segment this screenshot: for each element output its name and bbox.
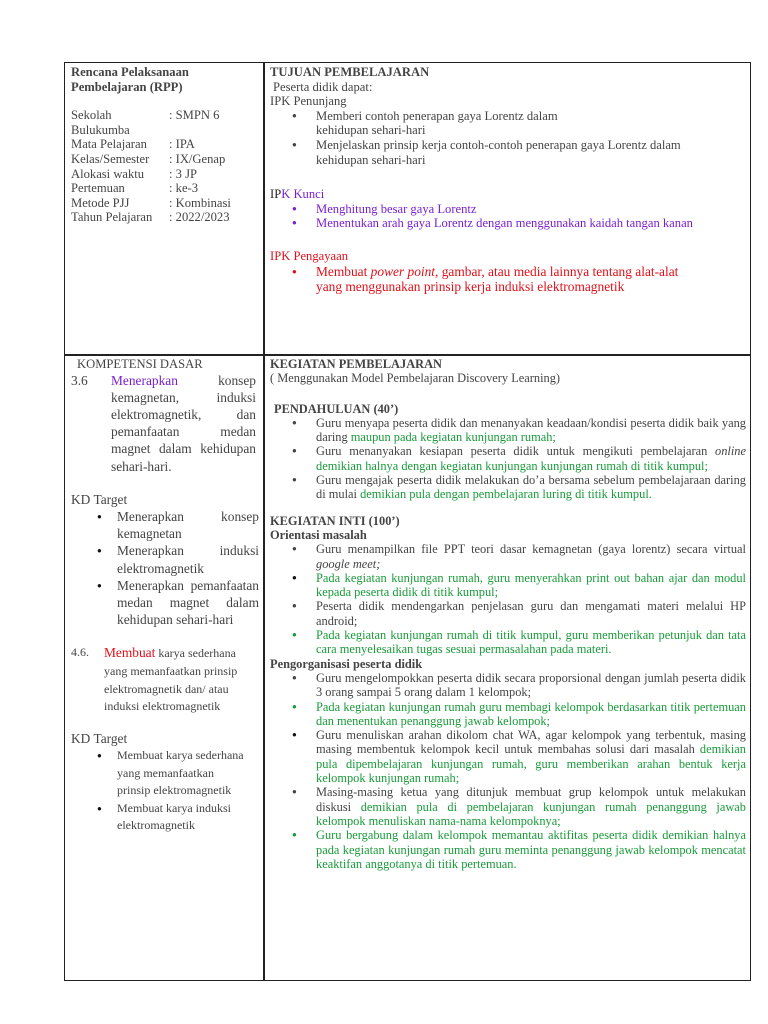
rpp-title: Rencana Pelaksanaan Pembelajaran (RPP) [71,65,189,94]
field-value: : ke-3 [169,181,199,196]
item-text-green: demikian pula di pembelajaran kunjungan rumah penanggung jawab kelompok menuliskan nama-nama kelompoknya; [316,799,746,828]
kd-target-label: KD Target [71,730,128,746]
list-item: ● Menerapkan induksi elektromagnetik [71,542,259,576]
item-text-green: maupun pada kegiatan kunjungan rumah; [350,430,556,445]
ipk-kunci-title [270,187,746,202]
list-item: ● Membuat karya induksi elektromagnetik [71,800,259,835]
item-text-green: Pada kegiatan kunjungan rumah, guru menyerahkan print out bahan ajar dan modul kepada peserta didik di titik kumpul; [316,570,746,600]
list-item: ● Menghitung besar gaya Lorentz [270,202,746,217]
ipk-penunjang-title: IPK Penunjang [270,94,347,109]
list-item: ● Pada kegiatan kunjungan rumah guru membagi kelompok berdasarkan titik pertemuan dan menentukan penanggung jawab kelompok; [270,700,746,729]
item-text-green: demikian pula dipembelajaran kunjungan rumah, guru memberikan arahan bentuk kerja kelompok kunjungan rumah; [316,742,746,786]
field-label: Kelas/Semester [71,151,150,166]
field-label: Metode PJJ [71,195,130,210]
field-label: Tahun Pelajaran [71,210,153,225]
list-item [270,473,746,502]
ipk-pengayaan-title: IPK Pengayaan [270,248,348,263]
list-item: ● Membuat karya sederhana yang memanfaatkan prinsip elektromagnetik [71,747,259,800]
field-label: Pertemuan [71,181,125,196]
field-value: : IPA [169,137,195,152]
list-item: ● Guru mengelompokkan peserta didik secara proporsional dengan jumlah peserta didik 3 orang sampai 5 orang dalam 1 kelompok; [270,671,746,700]
tujuan-heading: TUJUAN PEMBELAJARAN [270,65,430,79]
kd-target-list [71,747,259,835]
field-row [71,196,257,211]
list-item: ● Menerapkan konsep kemagnetan [71,508,259,542]
field-value: : 2022/2023 [169,210,230,225]
pengorganisasian-list [270,671,746,871]
item-italic: online [715,444,746,459]
kegiatan-heading: KEGIATAN PEMBELAJARAN [270,357,442,371]
field-row [71,123,257,138]
list-item: ● Menjelaskan prinsip kerja contoh-contoh penerapan gaya Lorentz dalam kehidupan sehari-hari [270,138,746,167]
field-label: Alokasi waktu [71,166,145,181]
list-item: ● Peserta didik mendengarkan penjelasan guru dan mengamati materi melalui HP android; [270,599,746,628]
pendahuluan-title: PENDAHULUAN (40’) [274,401,399,416]
kd-text [111,372,256,475]
ipk-kunci-prefix: IP [270,187,282,202]
tujuan-intro: Peserta didik dapat: [273,79,373,94]
field-value: : 3 JP [169,166,197,181]
pendahuluan-list [270,416,746,502]
column-divider [263,62,265,981]
kd-rest: konsep kemagnetan, induksi elektromagnetik, dan pemanfaatan medan magnet dalam kehidupan sehari-hari. [111,372,256,474]
field-row [71,152,257,167]
list-item [270,542,746,571]
item-text: Guru menampilkan file PPT teori dasar kemagnetan (gaya lorentz) secara virtual [316,542,746,557]
field-value: : Kombinasi [169,195,231,210]
item-text: Masing-masing ketua yang ditunjuk membuat grup kelompok untuk melakukan diskusi [316,785,746,814]
orientasi-list [270,542,746,656]
field-row [71,181,257,196]
list-item [270,571,746,600]
list-item: ● Menerapkan pemanfaatan medan magnet dalam kehidupan sehari-hari [71,577,259,629]
item-text-green: demikian halnya dengan kegiatan kunjungan kunjungan rumah di titik kumpul; [316,458,708,473]
kd-target-label: KD Target [71,491,128,507]
kd-4-6 [71,644,259,715]
pengayaan-text: Membuat [316,263,371,279]
rpp-identity-cell [71,65,257,225]
item-italic: google meet; [316,556,381,571]
ipk-kunci-list [270,202,746,231]
field-label: Sekolah [71,108,112,123]
field-label: Mata Pelajaran [71,137,147,152]
tujuan-cell [270,65,746,295]
list-item: ● Guru bergabung dalam kelompok memantau aktifitas peserta didik demikian halnya pada kegiatan kunjungan rumah guru meminta penanggung jawab kelompok mencatat keaktifan anggotanya di titik pertemuan. [270,828,746,871]
kd-number: 3.6 [71,372,88,388]
ipk-pengayaan-list [270,264,746,295]
list-item [270,785,746,828]
field-label: Bulukumba [71,122,130,137]
kd-number: 4.6. [71,645,89,660]
list-item: ● Pada kegiatan kunjungan rumah di titik kumpul, guru memberikan petunjuk dan tata cara menyelesaikan tugas sesuai permasalahan pada materi. [270,628,746,657]
list-item [270,416,746,445]
kegiatan-cell [270,357,746,871]
item-text: Guru mengajak peserta didik melakukan do’a bersama sebelum pembelajaraan daring di mulai [316,473,746,502]
list-item: ● Memberi contoh penerapan gaya Lorentz dalam kehidupan sehari-hari [270,109,746,138]
kd-rest: karya sederhana yang memanfaatkan prinsip elektromagnetik dan/ atau induksi elektromagnetik [104,646,238,714]
pengorganisasian-title: Pengorganisasi peserta didik [270,656,423,671]
row-divider [64,354,751,356]
kd-3-6 [71,372,259,475]
kd-verb: Menerapkan [111,372,178,388]
field-row [71,137,257,152]
list-item [270,264,746,295]
item-text: Guru menyapa peserta didik dan menanyakan keadaan/kondisi peserta didik baik yang daring [316,415,746,445]
inti-title: KEGIATAN INTI (100’) [270,513,400,528]
item-text-green: demikian pula dengan pembelajaran luring di titik kumpul. [360,487,652,502]
list-item [270,444,746,473]
field-row [71,210,257,225]
list-item: ● Menentukan arah gaya Lorentz dengan menggunakan kaidah tangan kanan [270,216,746,231]
kd-target-list [71,508,259,628]
kd-text [104,644,254,715]
kompetensi-cell [71,357,259,835]
kegiatan-model: ( Menggunakan Model Pembelajaran Discovery Learning) [270,371,561,386]
field-value: : IX/Genap [169,151,226,166]
kompetensi-heading: KOMPETENSI DASAR [77,357,203,371]
field-value: : SMPN 6 [169,108,220,123]
list-item [270,728,746,785]
orientasi-title: Orientasi masalah [270,527,367,542]
ipk-kunci-suffix: K Kunci [281,187,325,202]
kd-verb: Membuat [104,645,156,661]
item-text: Guru menanyakan kesiapan peserta didik untuk mengikuti pembelajaran [316,444,716,459]
ipk-penunjang-list [270,109,746,167]
field-row [71,108,257,123]
pengayaan-italic: power point [370,263,436,279]
field-row [71,167,257,182]
item-text: Guru menuliskan arahan dikolom chat WA, agar kelompok yang terbentuk, masing masing membentuk kelompok kecil untuk membahas solusi dari masalah [316,728,746,757]
pengayaan-text: , gambar, atau media lainnya tentang alat-alat yang menggunakan prinsip kerja induksi elektromagnetik [316,263,679,295]
